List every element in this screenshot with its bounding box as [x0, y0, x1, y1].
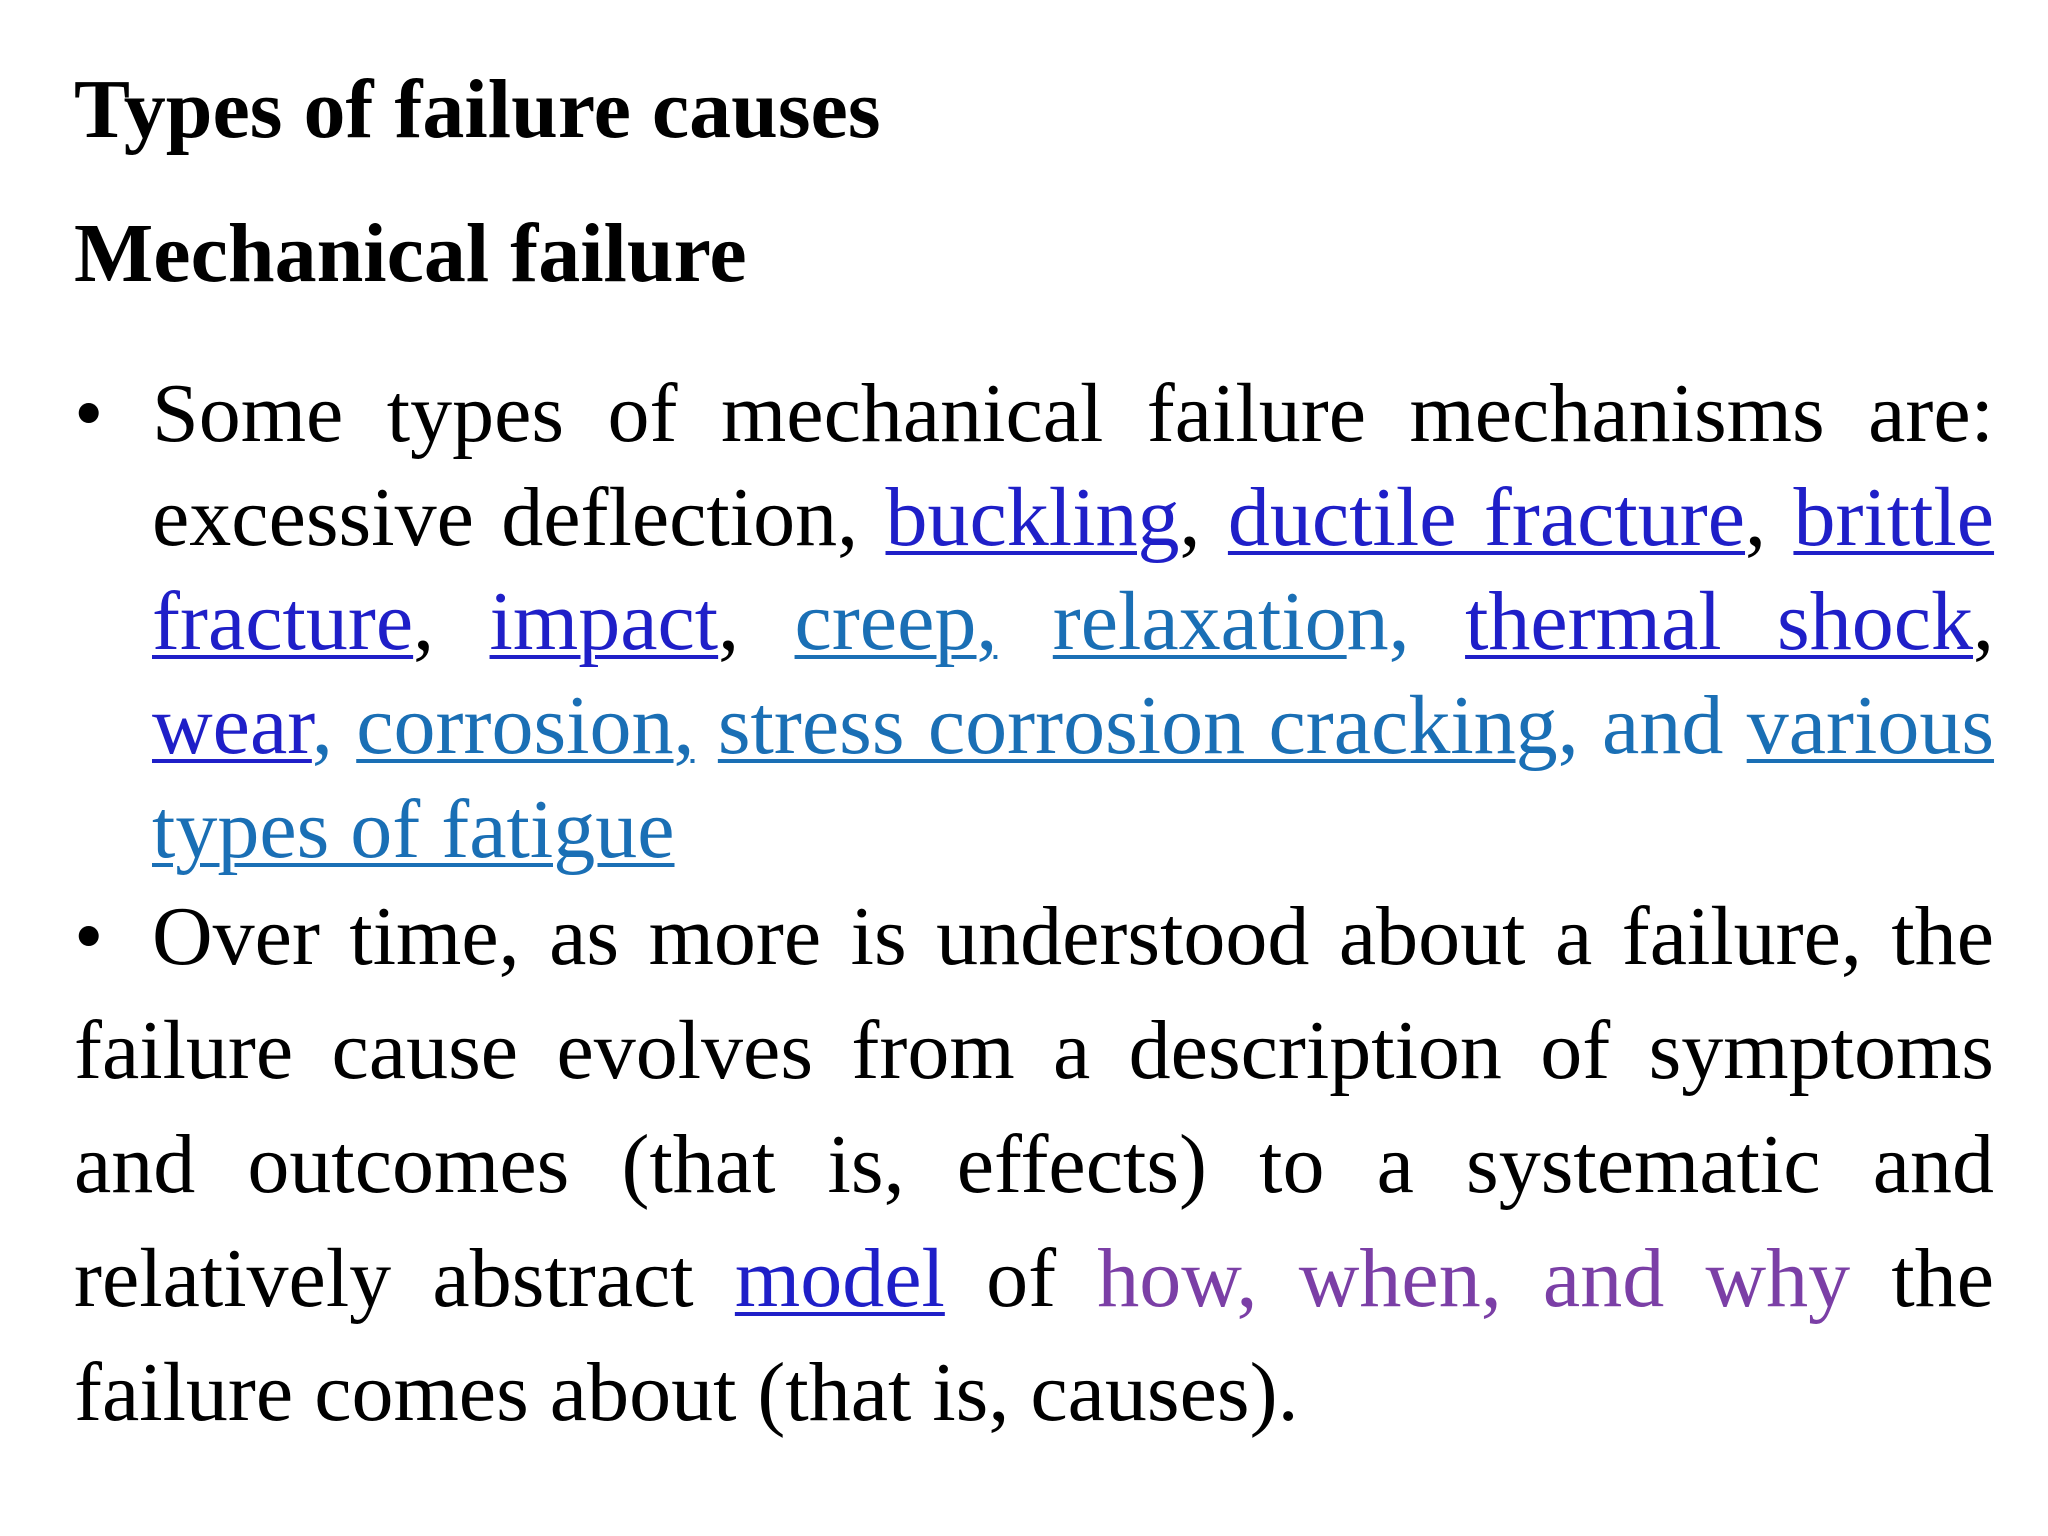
section-heading: Mechanical failure	[74, 207, 747, 300]
separator-text: ,	[1973, 575, 1995, 668]
bullet-marker: •	[74, 367, 104, 460]
link-creep[interactable]: creep,	[794, 575, 998, 668]
separator-text	[694, 679, 717, 772]
separator-text: ,	[1179, 471, 1228, 564]
page-title: Types of failure causes	[74, 63, 881, 156]
bullet-text: the failure comes about (that is, causes).	[74, 1232, 1994, 1439]
separator-text: ,	[718, 575, 795, 668]
separator-text: ,	[311, 679, 357, 772]
bullet-text-intro: Some types of mechanical failure mechanisms are: excessive deflection,	[152, 367, 1994, 564]
link-buckling[interactable]: buckling	[885, 471, 1180, 564]
bullet-item-failure-cause-evolution	[74, 880, 1994, 1450]
link-corrosion[interactable]: corrosion,	[356, 679, 695, 772]
link-model[interactable]: model	[734, 1232, 945, 1325]
link-ductile-fracture[interactable]: ductile fracture	[1227, 471, 1746, 564]
relaxation-tail-text: n,	[1346, 575, 1466, 668]
separator-text	[997, 575, 1052, 668]
link-thermal-shock[interactable]: thermal shock	[1465, 575, 1974, 668]
link-wear[interactable]: wear	[152, 679, 312, 772]
link-stress-corrosion-cracking[interactable]: stress corrosion cracking	[717, 679, 1558, 772]
separator-text: ,	[413, 575, 490, 668]
link-brittle-fracture[interactable]: brittle fracture	[152, 471, 1995, 668]
highlight-text: how, when, and why	[1097, 1232, 1851, 1325]
separator-text: ,	[1745, 471, 1794, 564]
bullet-text: of	[944, 1232, 1098, 1325]
bullet-marker: •	[74, 890, 104, 983]
bullet-text: Over time, as more is understood about a failure, the failure cause evolves from a description of symptoms and outcomes (that is, effects) to a systematic and relatively abstract	[74, 890, 1994, 1325]
link-relaxation[interactable]: relaxatio	[1052, 575, 1347, 668]
link-impact[interactable]: impact	[489, 575, 719, 668]
and-text: , and	[1557, 679, 1747, 772]
link-various-types-of-fatigue[interactable]: various types of fatigue	[152, 679, 1995, 876]
bullet-item-failure-mechanisms	[74, 362, 1994, 882]
